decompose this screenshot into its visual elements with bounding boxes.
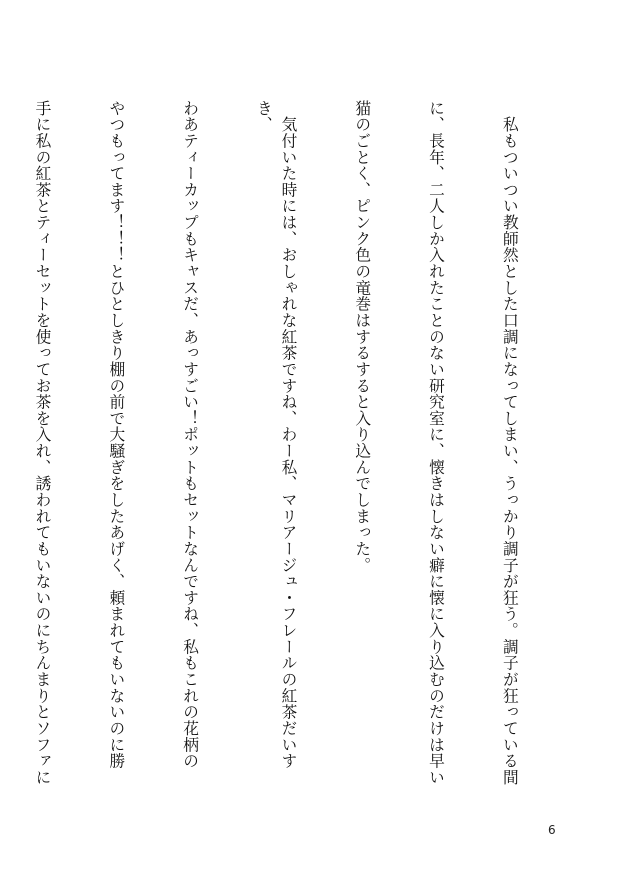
text-line: 私もついつい教師然とした口調になってしまい、うっかり調子が狂う。調子が狂っている間 — [500, 100, 520, 786]
page-number: 6 — [548, 823, 556, 837]
text-line: やつもってます！！！とひとしきり棚の前で大騒ぎをしたあげく、頼まれてもいないのに勝 — [107, 100, 127, 770]
text-line: 猫のごとく、ピンク色の竜巻はするすると入り込んでしまった。 — [353, 100, 373, 574]
text-line: に、長年、二人しか入れたことのない研究室に、懐きはしない癖に懐に入り込むのだけは早い — [427, 100, 447, 786]
text-line: 手に私の紅茶とティーセットを使ってお茶を入れ、誘われてもいないのにちんまりとソファに — [33, 100, 53, 786]
text-line: 気付いた時には、おしゃれな紅茶ですね、わー私、マリアージュ・フレールの紅茶だいすき、 — [254, 100, 299, 770]
body-text — [33, 100, 571, 800]
text-line: わあティーカップもキャスだ、あっすごい！ポットもセットなんですね、私もこれの花柄の — [181, 100, 201, 770]
